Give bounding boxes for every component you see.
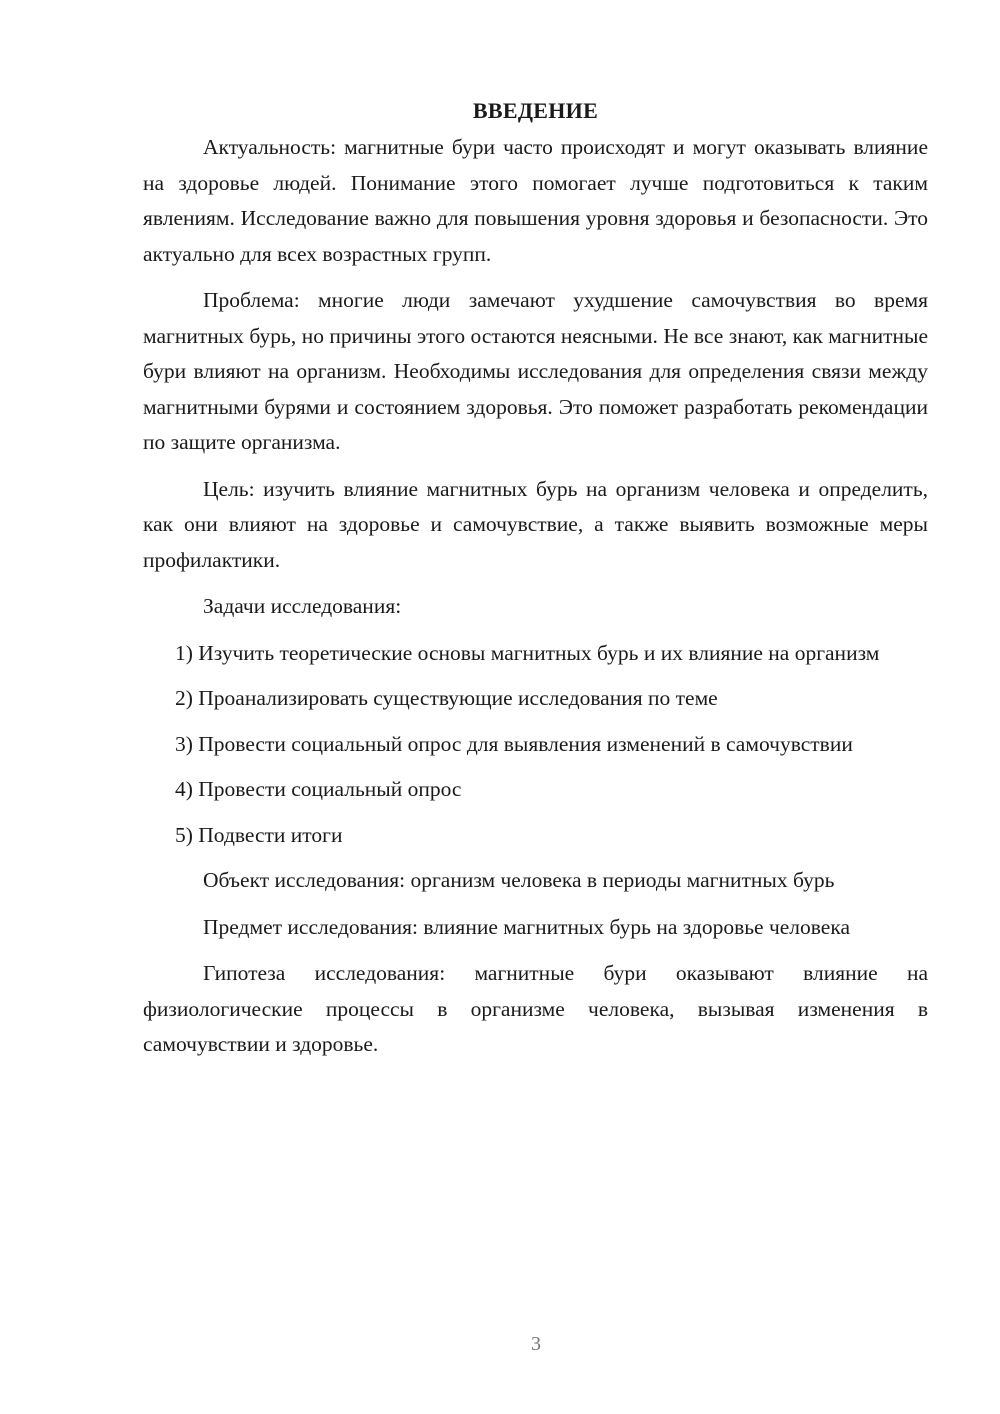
page-title: ВВЕДЕНИЕ [472, 98, 599, 123]
task-item-3: 3) Провести социальный опрос для выявления изменений в самочувствии [175, 731, 853, 756]
task-item-1: 1) Изучить теоретические основы магнитных бурь и их влияние на организм [175, 640, 880, 665]
task-item-2: 2) Проанализировать существующие исследования по теме [175, 686, 718, 710]
subject-paragraph: Предмет исследования: влияние магнитных бурь на здоровье человека [203, 914, 851, 939]
task-item-4: 4) Провести социальный опрос [175, 777, 462, 801]
task-item-5: 5) Подвести итоги [175, 822, 343, 847]
document-page [143, 96, 928, 1074]
object-paragraph: Объект исследования: организм человека в периоды магнитных бурь [203, 868, 835, 892]
hypothesis-paragraph: Гипотеза исследования: магнитные бури оказывают влияние на физиологические процессы в организме человека, вызывая изменения в самочувствии и здоровье. [143, 961, 928, 1056]
tasks-heading: Задачи исследования: [203, 594, 402, 618]
problem-paragraph: Проблема: многие люди замечают ухудшение самочувствия во время магнитных бурь, но причины этого остаются неясными. Не все знают, как магнитные бури влияют на организм. Необходимы исследования для определения связи между магнитными бурями и состоянием здоровья. Это поможет разработать рекомендации по защите организма. [143, 288, 928, 454]
relevance-paragraph: Актуальность: магнитные бури часто происходят и могут оказывать влияние на здоровье людей. Понимание этого помогает лучше подготовиться к таким явлениям. Исследование важно для повышения уровня здоровья и безопасности. Это актуально для всех возрастных групп. [143, 135, 928, 266]
page-number: 3 [531, 1333, 541, 1355]
goal-paragraph: Цель: изучить влияние магнитных бурь на организм человека и определить, как они влияют на здоровье и самочувствие, а также выявить возможные меры профилактики. [143, 476, 928, 572]
